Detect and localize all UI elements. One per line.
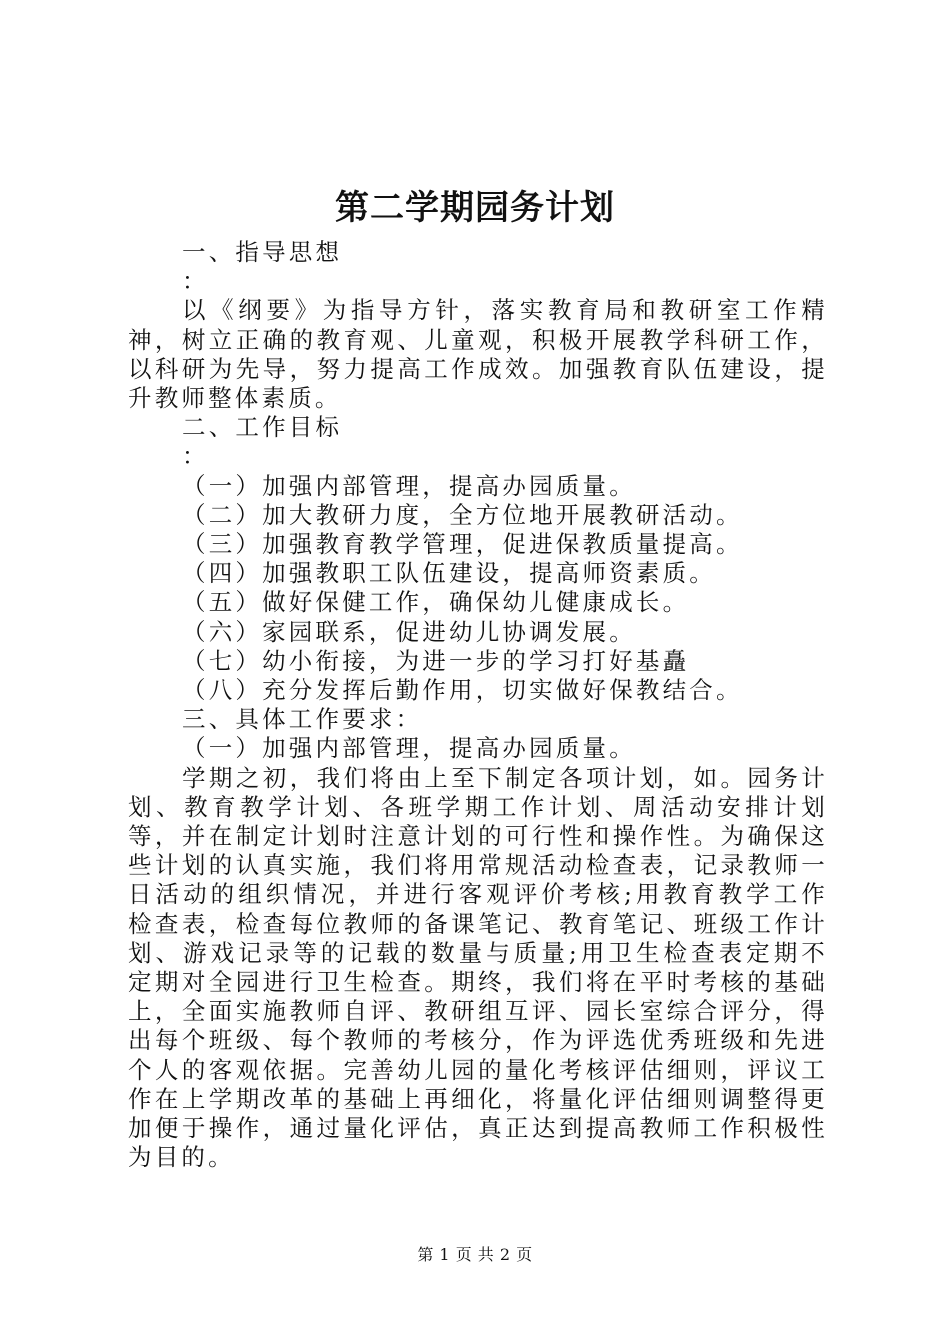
goal-item: （七）幼小衔接，为进一步的学习打好基矗: [182, 646, 690, 675]
goal-item: （三）加强教育教学管理，促进保教质量提高。: [182, 530, 743, 559]
guiding-paragraph: 以《纲要》为指导方针，落实教育局和教研室工作精神，树立正确的教育观、儿童观，积极开展教学科研工作，以科研为先导，努力提高工作成效。加强教育队伍建设，提升教师整体素质。: [128, 296, 828, 413]
page-title: 第二学期园务计划: [335, 188, 615, 228]
page-footer: 第 1 页 共 2 页: [417, 1245, 533, 1264]
section-colon-2: ：: [182, 442, 209, 471]
subsection-heading: （一）加强内部管理，提高办园质量。: [182, 734, 636, 763]
goal-item: （八）充分发挥后勤作用，切实做好保教结合。: [182, 676, 743, 705]
goal-item: （一）加强内部管理，提高办园质量。: [182, 471, 636, 500]
document-body: [128, 238, 828, 1173]
section-heading-1: 一、指导思想: [182, 238, 343, 266]
goal-item: （五）做好保健工作，确保幼儿健康成长。: [182, 588, 690, 617]
section-heading-2: 二、工作目标: [182, 413, 343, 442]
goal-item: （二）加大教研力度，全方位地开展教研活动。: [182, 500, 743, 529]
goal-item: （四）加强教职工队伍建设，提高师资素质。: [182, 559, 716, 588]
requirements-paragraph: 学期之初，我们将由上至下制定各项计划，如。园务计划、教育教学计划、各班学期工作计划、周活动安排计划等，并在制定计划时注意计划的可行性和操作性。为确保这些计划的认真实施，我们将用常规活动检查表，记录教师一日活动的组织情况，并进行客观评价考核;用教育教学工作检查表，检查每位教师的备课笔记、教育笔记、班级工作计划、游戏记录等的记载的数量与质量;用卫生检查表定期不定期对全园进行卫生检查。期终，我们将在平时考核的基础上，全面实施教师自评、教研组互评、园长室综合评分，得出每个班级、每个教师的考核分，作为评选优秀班级和先进个人的客观依据。完善幼儿园的量化考核评估细则，评议工作在上学期改革的基础上再细化，将量化评估细则调整得更加便于操作，通过量化评估，真正达到提高教师工作积极性为目的。: [128, 763, 828, 1172]
section-colon-1: ：: [182, 267, 209, 296]
section-heading-3: 三、具体工作要求：: [182, 705, 423, 734]
goal-item: （六）家园联系，促进幼儿协调发展。: [182, 617, 636, 646]
